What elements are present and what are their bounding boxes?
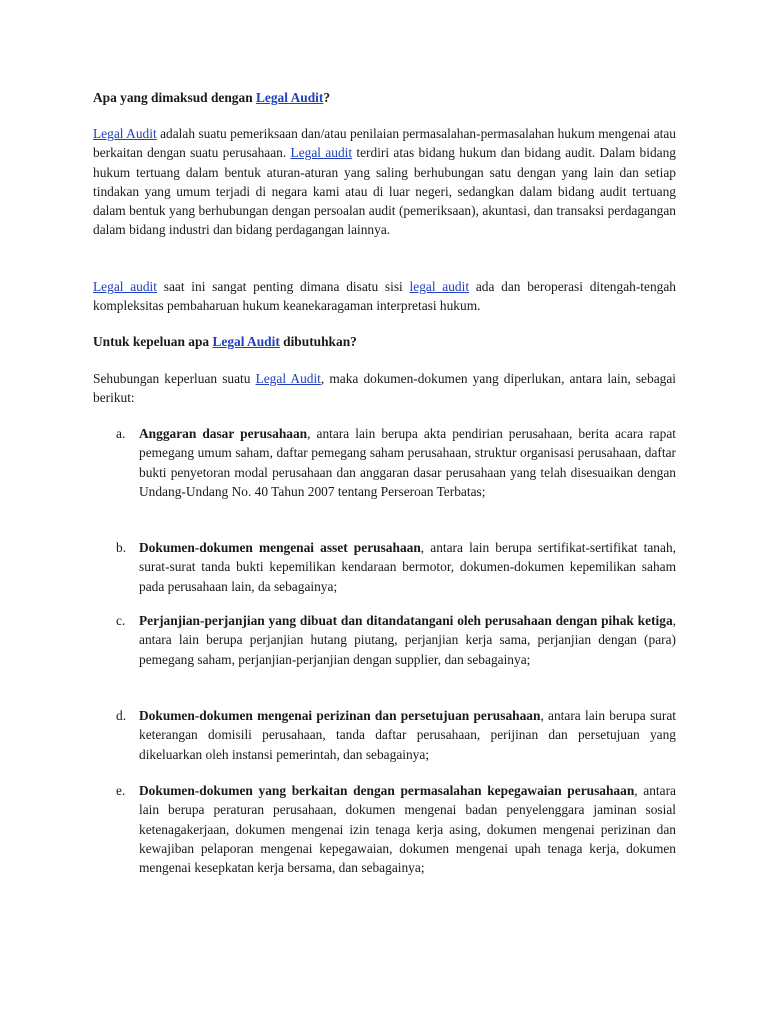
legal-audit-link[interactable]: Legal Audit <box>255 371 321 386</box>
list-item-text: , antara lain berupa peraturan perusahaan, dokumen mengenai badan penyelenggara jaminan sosial ketenagakerjaan, dokumen mengenai izin tenaga kerja asing, dokumen mengenai perizinan dan kewajiban pelaporan mengenai kepegawaian, dokumen mengenai upah tenaga kerja, dokumen mengenai kesepkatan kerja bersama, dan sebagainya; <box>139 783 676 876</box>
paragraph-text: saat ini sangat penting dimana disatu sisi <box>157 279 410 294</box>
list-item-title: Dokumen-dokumen mengenai perizinan dan persetujuan perusahaan <box>139 708 541 723</box>
list-item <box>116 611 676 669</box>
list-item <box>116 538 676 596</box>
paragraph-text: adalah suatu pemeriksaan dan/atau penilaian permasalahan-permasalahan hukum mengenai atau berkaitan dengan suatu perusahaan. <box>93 126 676 161</box>
list-item-text: , antara lain berupa sertifikat-sertifikat tanah, surat-surat tanda bukti kepemilikan kendaraan bermotor, dokumen-dokumen kepemilikan saham pada perusahaan lain, da sebagainya; <box>139 540 676 594</box>
legal-audit-link[interactable]: Legal audit <box>93 279 157 294</box>
heading-text: Untuk kepeluan apa <box>93 334 213 349</box>
documents-intro-paragraph <box>93 369 676 408</box>
list-marker: b. <box>116 540 127 555</box>
list-marker: a. <box>116 426 126 441</box>
list-item-title: Anggaran dasar perusahaan <box>139 426 308 441</box>
paragraph-text: Sehubungan keperluan suatu <box>93 371 256 386</box>
heading-purpose-of-legal-audit <box>93 332 683 351</box>
list-marker: d. <box>116 708 127 723</box>
list-marker: c. <box>116 613 126 628</box>
list-item-title: Perjanjian-perjanjian yang dibuat dan ditandatangani oleh perusahaan dengan pihak ketiga <box>139 613 673 628</box>
legal-audit-link[interactable]: Legal Audit <box>255 90 324 105</box>
definition-paragraph <box>93 124 676 240</box>
heading-suffix: dibutuhkan? <box>279 334 357 349</box>
list-item-text: , antara lain berupa surat keterangan domisili perusahaan, tanda daftar perusahaan, perijinan dan persetujuan yang dikeluarkan oleh instansi pemerintah, dan sebagainya; <box>139 708 677 762</box>
heading-text: Apa yang dimaksud dengan <box>93 90 256 105</box>
legal-audit-link[interactable]: Legal Audit <box>93 126 157 141</box>
list-item <box>116 424 676 501</box>
importance-paragraph <box>93 277 676 316</box>
legal-audit-link[interactable]: Legal audit <box>290 145 353 161</box>
list-item-title: Dokumen-dokumen mengenai asset perusahaan <box>139 540 421 555</box>
list-item-title: Dokumen-dokumen yang berkaitan dengan permasalahan kepegawaian perusahaan <box>139 783 635 798</box>
paragraph-text: terdiri atas bidang hukum dan bidang audit. Dalam bidang hukum tertuang dalam bentuk aturan-aturan yang saling berhubungan satu dengan yang lain dan setiap tindakan yang umum terjadi di negara kami atau di luar negeri, sedangkan dalam bidang audit tertuang dalam bentuk yang berhubungan dengan persoalan audit (pemeriksaan), akuntasi, dan transaksi perdagangan dalam bidang industri dan bidang perdagangan lainnya. <box>93 145 676 238</box>
paragraph-text: ada dan beroperasi ditengah-tengah kompleksitas pembaharuan hukum keanekaragaman interpretasi hukum. <box>93 279 676 314</box>
list-item <box>116 781 676 877</box>
list-item <box>116 706 676 764</box>
paragraph-text: , maka dokumen-dokumen yang diperlukan, antara lain, sebagai berikut: <box>93 371 676 406</box>
legal-audit-link[interactable]: Legal Audit <box>212 334 280 349</box>
list-marker: e. <box>116 783 126 798</box>
list-item-text: , antara lain berupa perjanjian hutang piutang, perjanjian kerja sama, perjanjian dengan (para) pemegang saham, perjanjian-perjanjian dengan supplier, dan sebagainya; <box>139 613 676 667</box>
list-item-text: , antara lain berupa akta pendirian perusahaan, berita acara rapat pemegang umum saham, daftar pemegang saham perusahaan, struktur organisasi perusahaan, daftar bukti penyetoran modal perusahaan dan anggaran dasar perusahaan yang telah disesuaikan dengan Undang-Undang No. 40 Tahun 2007 tentang Perseroan Terbatas; <box>139 426 676 499</box>
heading-suffix: ? <box>323 90 331 105</box>
legal-audit-link[interactable]: legal audit <box>409 279 470 294</box>
heading-what-is-legal-audit <box>93 88 683 107</box>
